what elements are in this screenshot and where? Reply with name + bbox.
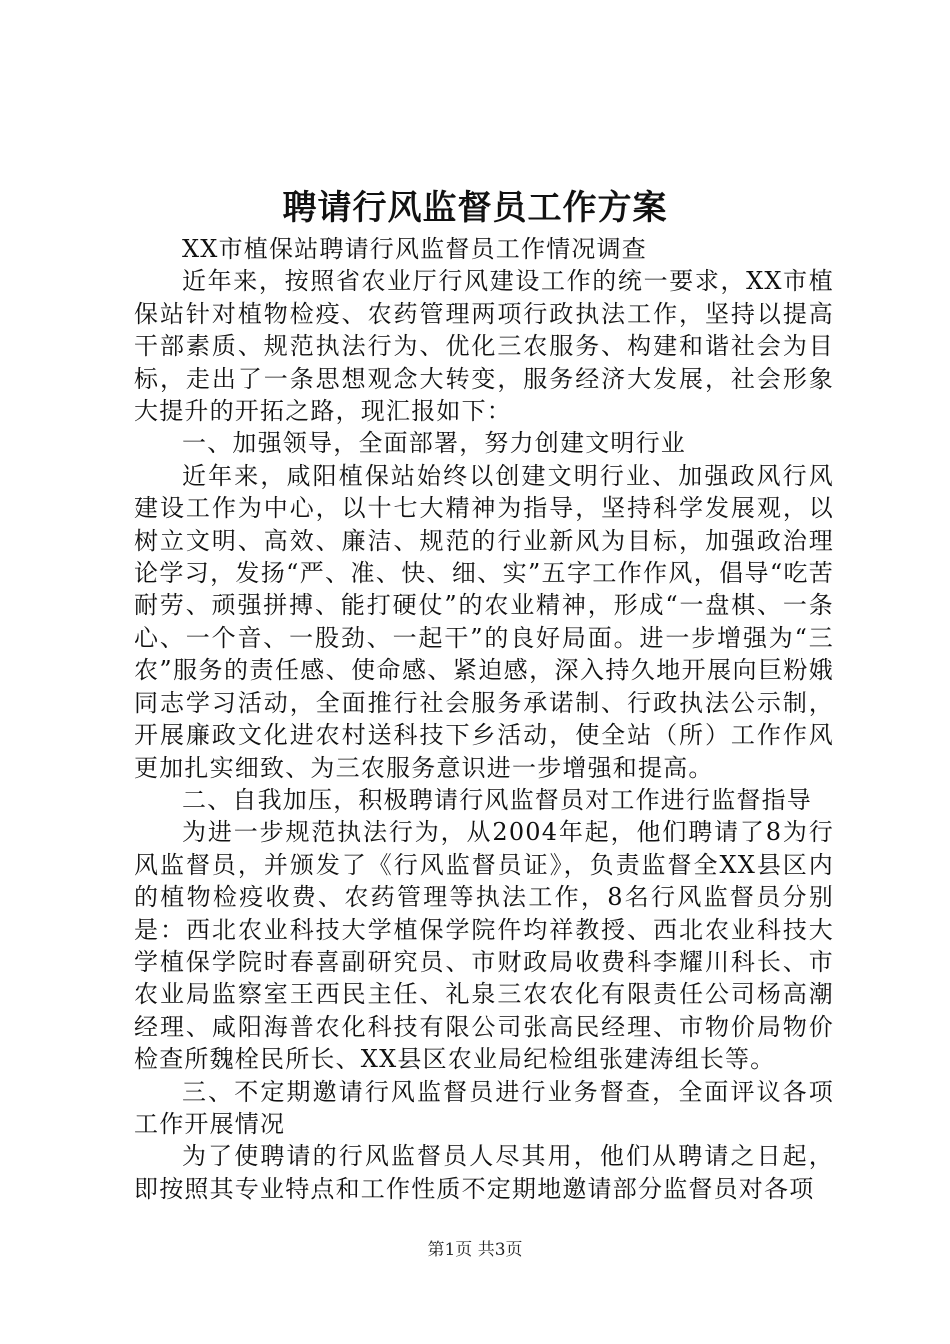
document-body	[134, 233, 834, 1205]
section-2-paragraph: 为进一步规范执法行为，从2004年起，他们聘请了8为行风监督员，并颁发了《行风监督员证》，负责监督全XX县区内的植物检疫收费、农药管理等执法工作，8名行风监督员分别是：西北农业科技大学植保学院仵均祥教授、西北农业科技大学植保学院时春喜副研究员、市财政局收费科李耀川科长、市农业局监察室王西民主任、礼泉三农农化有限责任公司杨高潮经理、咸阳海普农化科技有限公司张高民经理、市物价局物价检查所魏栓民所长、XX县区农业局纪检组张建涛组长等。	[134, 818, 834, 1074]
section-heading-3: 三、不定期邀请行风监督员进行业务督查，全面评议各项工作开展情况	[134, 1077, 834, 1138]
section-3-paragraph: 为了使聘请的行风监督员人尽其用，他们从聘请之日起，即按照其专业特点和工作性质不定期地邀请部分监督员对各项	[134, 1142, 834, 1203]
intro-paragraph: 近年来，按照省农业厅行风建设工作的统一要求，XX市植保站针对植物检疫、农药管理两项行政执法工作，坚持以提高干部素质、规范执法行为、优化三农服务、构建和谐社会为目标，走出了一条思想观念大转变，服务经济大发展，社会形象大提升的开拓之路，现汇报如下：	[134, 267, 834, 426]
section-heading-1: 一、加强领导，全面部署，努力创建文明行业	[182, 429, 686, 458]
subtitle-paragraph: XX市植保站聘请行风监督员工作情况调查	[182, 235, 647, 263]
section-heading-2: 二、自我加压，积极聘请行风监督员对工作进行监督指导	[182, 785, 812, 814]
document-title: 聘请行风监督员工作方案	[282, 188, 668, 228]
section-1-paragraph: 近年来，咸阳植保站始终以创建文明行业、加强政风行风建设工作为中心，以十七大精神为指导，坚持科学发展观，以树立文明、高效、廉洁、规范的行业新风为目标，加强政治理论学习，发扬“严、准、快、细、实”五字工作作风，倡导“吃苦耐劳、顽强拼搏、能打硬仗”的农业精神，形成“一盘棋、一条心、一个音、一股劲、一起干”的良好局面。进一步增强为“三农”服务的责任感、使命感、紧迫感，深入持久地开展向巨粉娥同志学习活动，全面推行社会服务承诺制、行政执法公示制，开展廉政文化进农村送科技下乡活动，使全站（所）工作作风更加扎实细致、为三农服务意识进一步增强和提高。	[134, 461, 834, 782]
page-number-footer: 第1页 共3页	[427, 1240, 523, 1260]
